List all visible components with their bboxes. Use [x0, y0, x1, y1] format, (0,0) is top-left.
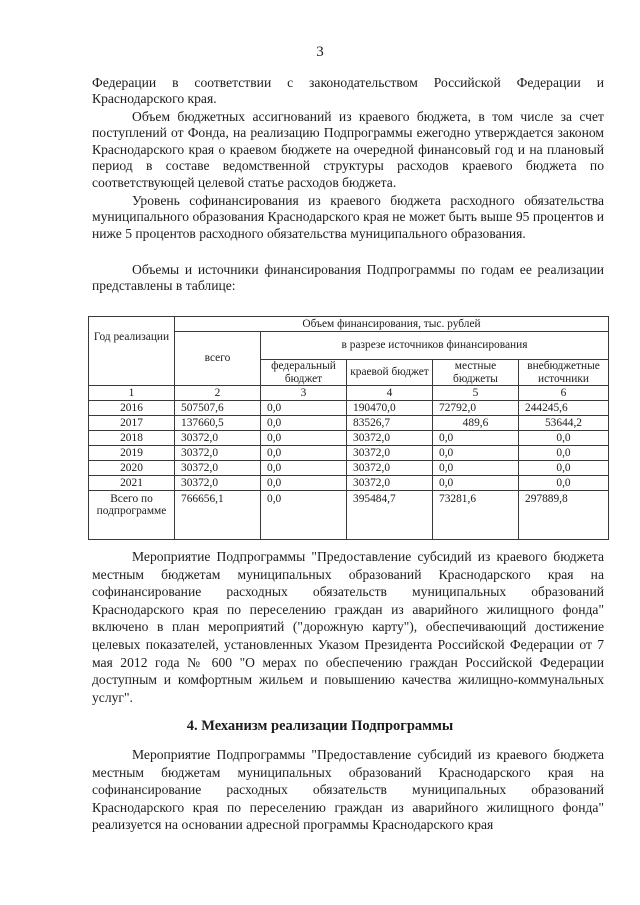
- extrabudget-cell: 297889,8: [519, 491, 609, 540]
- header-extrabudget: внебюджетные источники: [519, 360, 609, 386]
- page-number: 3: [316, 44, 324, 60]
- extrabudget-cell: 0,0: [519, 461, 609, 476]
- paragraph-3: Уровень софинансирования из краевого бюджета расходного обязательства муниципального образования Краснодарского края не может быть выше 95 процентов и ниже 5 процентов расходного обязательства муниципального образования.: [92, 193, 604, 241]
- federal-cell: 0,0: [261, 431, 347, 446]
- total-cell: 30372,0: [175, 461, 261, 476]
- total-cell: 30372,0: [175, 476, 261, 491]
- table-row: [89, 401, 609, 416]
- total-cell: 30372,0: [175, 431, 261, 446]
- table-total-row: [89, 491, 609, 540]
- total-label-cell: Всего по подпрограмме: [89, 491, 175, 540]
- section-title: 4. Механизм реализации Подпрограммы: [186, 718, 454, 734]
- year-cell: 2017: [89, 416, 175, 431]
- local-cell: 0,0: [433, 476, 519, 491]
- paragraph-6: Мероприятие Подпрограммы "Предоставление субсидий из краевого бюджета местным бюджетам муниципальных образований Краснодарского края на софинансирование расходных обязательств муниципальных образований Краснодарского края по переселению граждан из аварийного жилищного фонда" реализуется на основании адресной программы Краснодарского края: [92, 747, 604, 833]
- column-number: 4: [347, 386, 433, 401]
- extrabudget-cell: 53644,2: [519, 416, 609, 431]
- total-cell: 507507,6: [175, 401, 261, 416]
- year-cell: 2018: [89, 431, 175, 446]
- local-cell: 489,6: [433, 416, 519, 431]
- regional-cell: 395484,7: [347, 491, 433, 540]
- paragraph-2: Объем бюджетных ассигнований из краевого бюджета, в том числе за счет поступлений от Фонда, на реализацию Подпрограммы ежегодно утверждается законом Краснодарского края о краевом бюджете на очередной финансовый год и на плановый период в составе ведомственной структуры расходов краевого бюджета по соответствующей целевой статье расходов бюджета.: [92, 109, 604, 190]
- year-cell: 2020: [89, 461, 175, 476]
- header-federal: федеральный бюджет: [261, 360, 347, 386]
- federal-cell: 0,0: [261, 461, 347, 476]
- regional-cell: 30372,0: [347, 461, 433, 476]
- table-row: [89, 431, 609, 446]
- header-volume: Объем финансирования, тыс. рублей: [175, 317, 609, 332]
- column-number-row: [89, 386, 609, 401]
- header-local: местные бюджеты: [433, 360, 519, 386]
- extrabudget-cell: 0,0: [519, 446, 609, 461]
- year-cell: 2019: [89, 446, 175, 461]
- regional-cell: 190470,0: [347, 401, 433, 416]
- federal-cell: 0,0: [261, 476, 347, 491]
- regional-cell: 30372,0: [347, 476, 433, 491]
- table-row: [89, 446, 609, 461]
- header-regional: краевой бюджет: [347, 360, 433, 386]
- header-year: Год реализации: [89, 317, 175, 386]
- local-cell: 0,0: [433, 431, 519, 446]
- table-row: [89, 476, 609, 491]
- column-number: 5: [433, 386, 519, 401]
- regional-cell: 30372,0: [347, 446, 433, 461]
- column-number: 6: [519, 386, 609, 401]
- extrabudget-cell: 244245,6: [519, 401, 609, 416]
- header-by-source: в разрезе источников финансирования: [261, 332, 609, 360]
- table-row: [89, 461, 609, 476]
- table-row: [89, 416, 609, 431]
- extrabudget-cell: 0,0: [519, 431, 609, 446]
- local-cell: 72792,0: [433, 401, 519, 416]
- federal-cell: 0,0: [261, 416, 347, 431]
- extrabudget-cell: 0,0: [519, 476, 609, 491]
- paragraph-5: Мероприятие Подпрограммы "Предоставление субсидий из краевого бюджета местным бюджетам муниципальных образований Краснодарского края на софинансирование расходных обязательств муниципальных образований Краснодарского края по переселению граждан из аварийного жилищного фонда" включено в план мероприятий ("дорожную карту"), обеспечивающий достижение целевых показателей, установленных Указом Президента Российской Федерации от 7 мая 2012 года № 600 "О мерах по обеспечению граждан Российской Федерации доступным и комфортным жильем и повышению качества жилищно-коммунальных услуг".: [92, 549, 604, 705]
- column-number: 2: [175, 386, 261, 401]
- header-total: всего: [175, 332, 261, 386]
- column-number: 1: [89, 386, 175, 401]
- paragraph-4: Объемы и источники финансирования Подпрограммы по годам ее реализации представлены в таблице:: [92, 262, 604, 294]
- regional-cell: 30372,0: [347, 431, 433, 446]
- year-cell: 2021: [89, 476, 175, 491]
- local-cell: 73281,6: [433, 491, 519, 540]
- total-cell: 30372,0: [175, 446, 261, 461]
- financing-table: [88, 316, 609, 540]
- federal-cell: 0,0: [261, 401, 347, 416]
- total-cell: 137660,5: [175, 416, 261, 431]
- local-cell: 0,0: [433, 446, 519, 461]
- year-cell: 2016: [89, 401, 175, 416]
- paragraph-1: Федерации в соответствии с законодательством Российской Федерации и Краснодарского края.: [92, 75, 604, 107]
- local-cell: 0,0: [433, 461, 519, 476]
- column-number: 3: [261, 386, 347, 401]
- federal-cell: 0,0: [261, 446, 347, 461]
- federal-cell: 0,0: [261, 491, 347, 540]
- total-cell: 766656,1: [175, 491, 261, 540]
- regional-cell: 83526,7: [347, 416, 433, 431]
